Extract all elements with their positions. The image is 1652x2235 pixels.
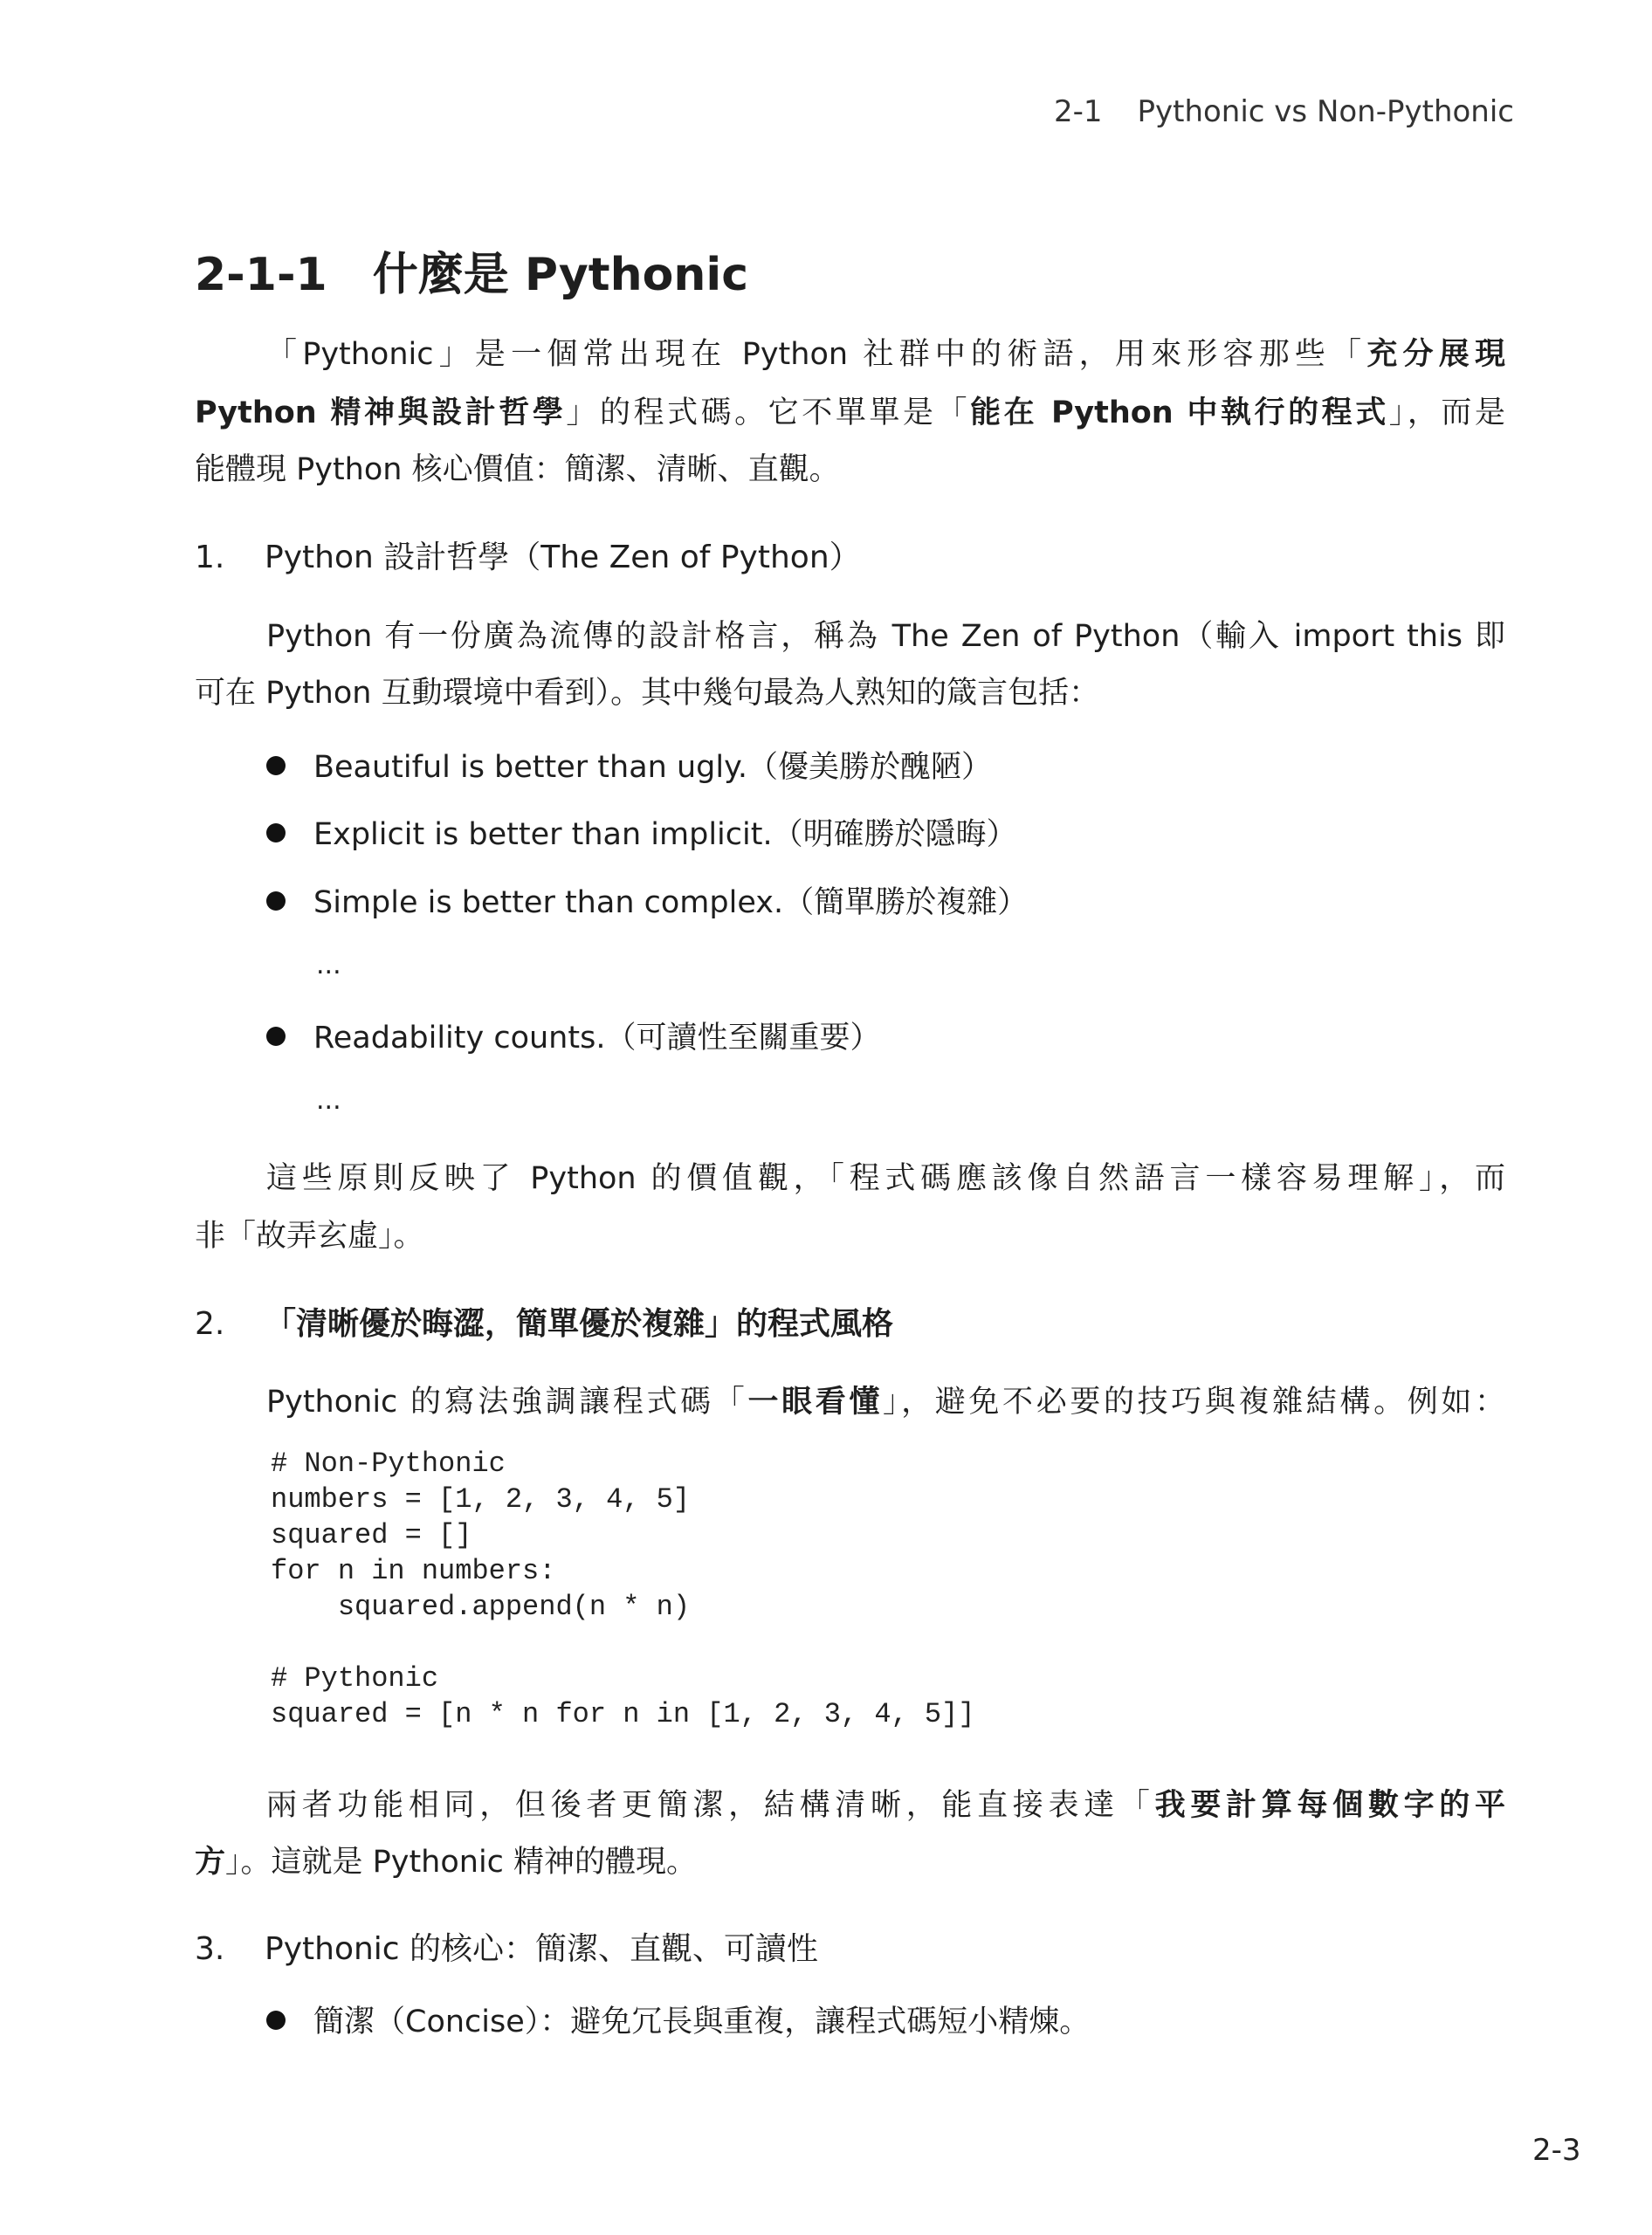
- list-item-text: 簡潔（Concise）：避免冗長與重複，讓程式碼短小精煉。: [313, 2005, 1091, 2039]
- bullet-icon: [266, 891, 286, 911]
- bold-text: 我要計算每個數字的平: [1154, 1788, 1505, 1823]
- section-3-heading: [195, 1929, 818, 1970]
- section-1-heading: [195, 537, 861, 579]
- intro-line-1: [266, 334, 1505, 375]
- section-heading-text: Python 設計哲學（The Zen of Python）: [265, 540, 861, 575]
- list-item: [266, 2001, 1090, 2043]
- bold-text: 一眼看懂: [747, 1385, 883, 1420]
- list-item: [266, 746, 992, 788]
- code-line: [271, 1625, 975, 1661]
- ellipsis: ...: [316, 950, 341, 980]
- list-item: [266, 1017, 880, 1059]
- list-item: [266, 814, 1017, 856]
- title-number: 2-1-1: [195, 249, 327, 301]
- page-title: [195, 237, 748, 303]
- section-2-conclusion-line-2: [195, 1841, 1505, 1883]
- section-heading-text: 「清晰優於晦澀，簡單優於複雜」的程式風格: [265, 1306, 894, 1342]
- section-1-para-line-2: 可在 Python 互動環境中看到）。其中幾句最為人熟知的箴言包括：: [195, 676, 1100, 711]
- title-text: 什麼是 Pythonic: [372, 249, 749, 301]
- text: 」，避免不必要的技巧與複雜結構。例如：: [883, 1385, 1505, 1420]
- section-number: 1.: [195, 540, 225, 575]
- section-number: 2.: [195, 1306, 225, 1342]
- text: 」的程式碼。它不單單是「: [566, 395, 971, 430]
- section-number: 3.: [195, 1931, 225, 1967]
- section-2-para: [266, 1381, 1505, 1423]
- bullet-icon: [266, 2011, 286, 2030]
- header-section-title: Pythonic vs Non-Pythonic: [1137, 94, 1514, 129]
- running-header: [1054, 94, 1514, 129]
- code-line: squared = []: [271, 1519, 472, 1551]
- text: 「Pythonic」是一個常出現在 Python 社群中的術語，用來形容那些「: [266, 337, 1367, 372]
- ellipsis: ...: [316, 1085, 341, 1116]
- text: 兩者功能相同，但後者更簡潔，結構清晰，能直接表達「: [266, 1788, 1155, 1823]
- code-line: for n in numbers:: [271, 1555, 556, 1587]
- text: Pythonic 的寫法強調讓程式碼「: [266, 1385, 748, 1420]
- list-item-text: Explicit is better than implicit.（明確勝於隱晦）: [313, 817, 1017, 852]
- text: 」。這就是 Pythonic 精神的體現。: [225, 1845, 698, 1880]
- bullet-icon: [266, 823, 286, 842]
- section-2-heading: [195, 1303, 893, 1345]
- section-heading-text: Pythonic 的核心：簡潔、直觀、可讀性: [265, 1931, 819, 1967]
- header-section-number: 2-1: [1053, 94, 1103, 129]
- code-line: squared.append(n * n): [271, 1591, 691, 1623]
- list-item: [266, 882, 1028, 924]
- intro-line-3: 能體現 Python 核心價值：簡潔、清晰、直觀。: [195, 452, 840, 487]
- section-1-conclusion-line-1: 這些原則反映了 Python 的價值觀，「程式碼應該像自然語言一樣容易理解」，而: [266, 1161, 1505, 1196]
- text: 」，而是: [1388, 395, 1505, 430]
- bold-text: 能在 Python 中執行的程式: [970, 395, 1389, 430]
- bold-text: 充分展現: [1366, 337, 1505, 372]
- bullet-icon: [266, 756, 286, 775]
- code-line: squared = [n * n for n in [1, 2, 3, 4, 5]]: [271, 1698, 975, 1730]
- code-line: # Non-Pythonic: [271, 1448, 506, 1480]
- page-number: 2-3: [1532, 2133, 1581, 2168]
- section-1-para-line-1: Python 有一份廣為流傳的設計格言，稱為 The Zen of Python（輸入 import this 即: [266, 619, 1505, 654]
- bold-text: Python 精神與設計哲學: [195, 395, 567, 430]
- code-line: # Pythonic: [271, 1662, 439, 1695]
- list-item-text: Readability counts.（可讀性至關重要）: [313, 1021, 881, 1056]
- section-1-conclusion-line-2: 非「故弄玄虛」。: [195, 1219, 424, 1254]
- list-item-text: Simple is better than complex.（簡單勝於複雜）: [313, 885, 1029, 920]
- code-line: numbers = [1, 2, 3, 4, 5]: [271, 1483, 691, 1516]
- code-block: [271, 1446, 975, 1732]
- intro-line-2: [195, 392, 1505, 434]
- bullet-icon: [266, 1027, 286, 1046]
- section-2-conclusion-line-1: [266, 1785, 1505, 1826]
- bold-text: 方: [195, 1845, 226, 1880]
- list-item-text: Beautiful is better than ugly.（優美勝於醜陋）: [313, 750, 992, 785]
